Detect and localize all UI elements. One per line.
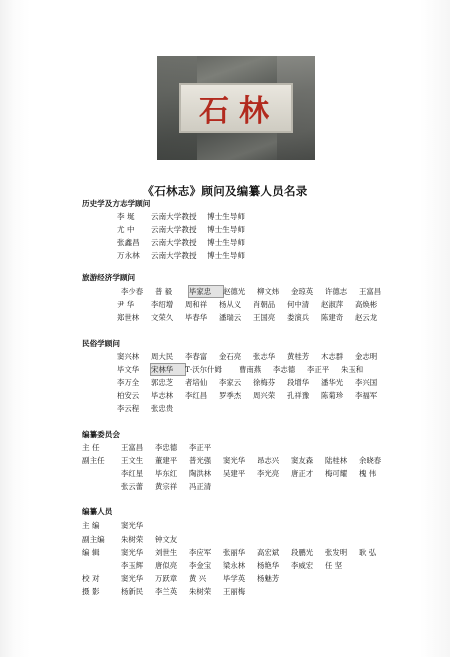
person-name: 万永林 (117, 251, 140, 260)
folk-heading: 民俗学顾问 (82, 339, 120, 348)
person-name: 耿 弘 (359, 548, 377, 557)
role-label: 副主编 (82, 535, 105, 544)
person-name: 李威宏 (291, 561, 314, 570)
role-label: 校 对 (82, 574, 100, 583)
person-name: 张忠贵 (151, 404, 174, 413)
person-name: 郭忠芝 (151, 378, 174, 387)
person-name: 毕学英 (223, 574, 246, 583)
person-name: 段鹏光 (291, 548, 314, 557)
person-name: 黄宗祥 (155, 482, 178, 491)
person-name: 肖朝品 (253, 300, 276, 309)
history-row (117, 250, 245, 261)
person-name: 李忠德 (155, 443, 178, 452)
person-name: 毕春华 (185, 313, 208, 322)
vice-chair-label: 副主任 (82, 456, 105, 465)
person-name: 李少春 (121, 287, 144, 296)
person-title: 博士生导师 (207, 212, 245, 221)
folk-row (117, 390, 389, 401)
folk-row (117, 364, 375, 375)
person-name: 昂志兴 (257, 456, 280, 465)
person-name: 毕文华 (117, 365, 140, 374)
person-name: 毕东红 (155, 469, 178, 478)
person-name: 吴建平 (223, 469, 246, 478)
history-row (117, 224, 245, 235)
person-name: 张丽华 (223, 548, 246, 557)
person-name: 黄桂芳 (287, 352, 310, 361)
chair-row (121, 442, 223, 453)
vice-chair-row (121, 481, 223, 492)
role-label: 编 辑 (82, 548, 100, 557)
person-name: 郑世林 (117, 313, 140, 322)
person-name: 柳文炜 (257, 287, 280, 296)
tourism-row (117, 312, 389, 323)
person-name: 朱树荣 (121, 535, 144, 544)
person-title: 云南大学教授 (151, 225, 197, 234)
person-name: 李绍增 (151, 300, 174, 309)
person-name: 毕家忠 (189, 286, 223, 297)
person-name: 王富昌 (359, 287, 382, 296)
editors-row (121, 520, 155, 531)
role-label: 主 编 (82, 521, 100, 530)
tourism-row (121, 286, 393, 297)
vice-chair-row (121, 455, 393, 466)
person-name: 窦兴林 (117, 352, 140, 361)
person-name: 杨新民 (121, 587, 144, 596)
stone-forest-photo (157, 56, 315, 160)
person-name: 窦光华 (121, 521, 144, 530)
person-name: 金琼英 (291, 287, 314, 296)
person-name: 朱玉和 (341, 365, 364, 374)
person-name: 朱树荣 (189, 587, 212, 596)
plaque-text: 石林 (199, 94, 279, 129)
person-name: 尤 中 (117, 225, 135, 234)
person-name: 毕志林 (151, 391, 174, 400)
person-name: 余晓春 (359, 456, 382, 465)
person-name: 张志华 (253, 352, 276, 361)
folk-row (117, 403, 185, 414)
person-name: 槐 伟 (359, 469, 377, 478)
history-heading: 历史学及方志学顾问 (82, 199, 151, 208)
person-name: 李兰英 (155, 587, 178, 596)
person-name: 黄 兴 (189, 574, 207, 583)
person-title: 云南大学教授 (151, 212, 197, 221)
person-name: 李红昌 (185, 391, 208, 400)
person-name: 李福军 (355, 391, 378, 400)
person-name: 李兴国 (355, 378, 378, 387)
person-name: 梅可耀 (325, 469, 348, 478)
vice-chair-row (121, 468, 393, 479)
person-name: 李正平 (189, 443, 212, 452)
tourism-heading: 旅游经济学顾问 (82, 273, 136, 282)
person-name: 张鑫昌 (117, 238, 140, 247)
person-title: 云南大学教授 (151, 251, 197, 260)
person-name: 文荣久 (151, 313, 174, 322)
person-name: 董建平 (155, 456, 178, 465)
person-name: 窦光华 (121, 548, 144, 557)
person-name: 孔祥豫 (287, 391, 310, 400)
editors-row (121, 560, 359, 571)
person-name: 罗季杰 (219, 391, 242, 400)
committee-heading: 编纂委员会 (82, 430, 120, 439)
person-name: 窦光华 (121, 574, 144, 583)
person-title: 云南大学教授 (151, 238, 197, 247)
person-name: 杨艳华 (257, 561, 280, 570)
person-name: 段增华 (287, 378, 310, 387)
person-name: 普光强 (189, 456, 212, 465)
person-name: 李万全 (117, 378, 140, 387)
person-name: 万跃章 (155, 574, 178, 583)
person-name: 张云蕾 (121, 482, 144, 491)
person-name: 王国亮 (253, 313, 276, 322)
person-name: 李光亮 (257, 469, 280, 478)
folk-row (117, 377, 389, 388)
person-name: 金石亮 (219, 352, 242, 361)
person-name: 唐似亮 (155, 561, 178, 570)
person-name: 刘世生 (155, 548, 178, 557)
page-title: 《石林志》顾问及编纂人员名录 (142, 184, 308, 198)
person-name: 钟文友 (155, 535, 178, 544)
person-name: 李正平 (307, 365, 330, 374)
person-name: 李玉辉 (121, 561, 144, 570)
person-name: 何中清 (287, 300, 310, 309)
person-name: 李应军 (189, 548, 212, 557)
history-row (117, 237, 245, 248)
chair-label: 主 任 (82, 443, 100, 452)
person-name: 曹南燕 (239, 365, 262, 374)
person-name: 赵德光 (223, 287, 246, 296)
person-name: 王文生 (121, 456, 144, 465)
person-name: 者培仙 (185, 378, 208, 387)
person-name: 梁永林 (223, 561, 246, 570)
person-name: 高焕彬 (355, 300, 378, 309)
person-name: 陈建奇 (321, 313, 344, 322)
editors-row (121, 573, 291, 584)
person-name: 窦友森 (291, 456, 314, 465)
person-name: 金志明 (355, 352, 378, 361)
person-name: 柏安云 (117, 391, 140, 400)
folk-row (117, 351, 389, 362)
person-name: 杨从义 (219, 300, 242, 309)
person-name: 李红星 (121, 469, 144, 478)
person-name: 冯正清 (189, 482, 212, 491)
person-name: 许德志 (325, 287, 348, 296)
person-name: 周和祥 (185, 300, 208, 309)
person-title: 博士生导师 (207, 238, 245, 247)
person-name: 尹 华 (117, 300, 135, 309)
person-name: 徐梅芬 (253, 378, 276, 387)
editors-row (121, 547, 393, 558)
person-name: 任 坚 (325, 561, 343, 570)
role-label: 摄 影 (82, 587, 100, 596)
person-title: 博士生导师 (207, 251, 245, 260)
person-name: 潘华光 (321, 378, 344, 387)
person-name: 李志德 (273, 365, 296, 374)
person-name: T·沃尔什姆 (185, 365, 222, 374)
person-name: 李春富 (185, 352, 208, 361)
person-name: 李云程 (117, 404, 140, 413)
person-name: 陆桂林 (325, 456, 348, 465)
person-name: 周大民 (151, 352, 174, 361)
editors-heading: 编纂人员 (82, 507, 113, 516)
person-name: 王丽梅 (223, 587, 246, 596)
person-name: 赵云龙 (355, 313, 378, 322)
person-name: 李 埏 (117, 212, 135, 221)
person-name: 潘瑞云 (219, 313, 242, 322)
history-row (117, 211, 245, 222)
person-name: 娄演兵 (287, 313, 310, 322)
person-name: 王富昌 (121, 443, 144, 452)
editors-row (121, 586, 257, 597)
person-name: 李家云 (219, 378, 242, 387)
person-name: 窦光华 (223, 456, 246, 465)
person-name: 赵淑萍 (321, 300, 344, 309)
person-name: 宋林华 (151, 364, 185, 375)
person-name: 唐正才 (291, 469, 314, 478)
editors-row (121, 534, 189, 545)
stone-plaque (179, 83, 293, 133)
person-name: 周兴荣 (253, 391, 276, 400)
person-name: 李金宝 (189, 561, 212, 570)
tourism-row (117, 299, 389, 310)
person-name: 杨魅芳 (257, 574, 280, 583)
person-name: 高宏斌 (257, 548, 280, 557)
person-name: 陶洪林 (189, 469, 212, 478)
person-title: 博士生导师 (207, 225, 245, 234)
person-name: 木志群 (321, 352, 344, 361)
person-name: 普 毅 (155, 287, 173, 296)
person-name: 张发明 (325, 548, 348, 557)
person-name: 陈菊珍 (321, 391, 344, 400)
